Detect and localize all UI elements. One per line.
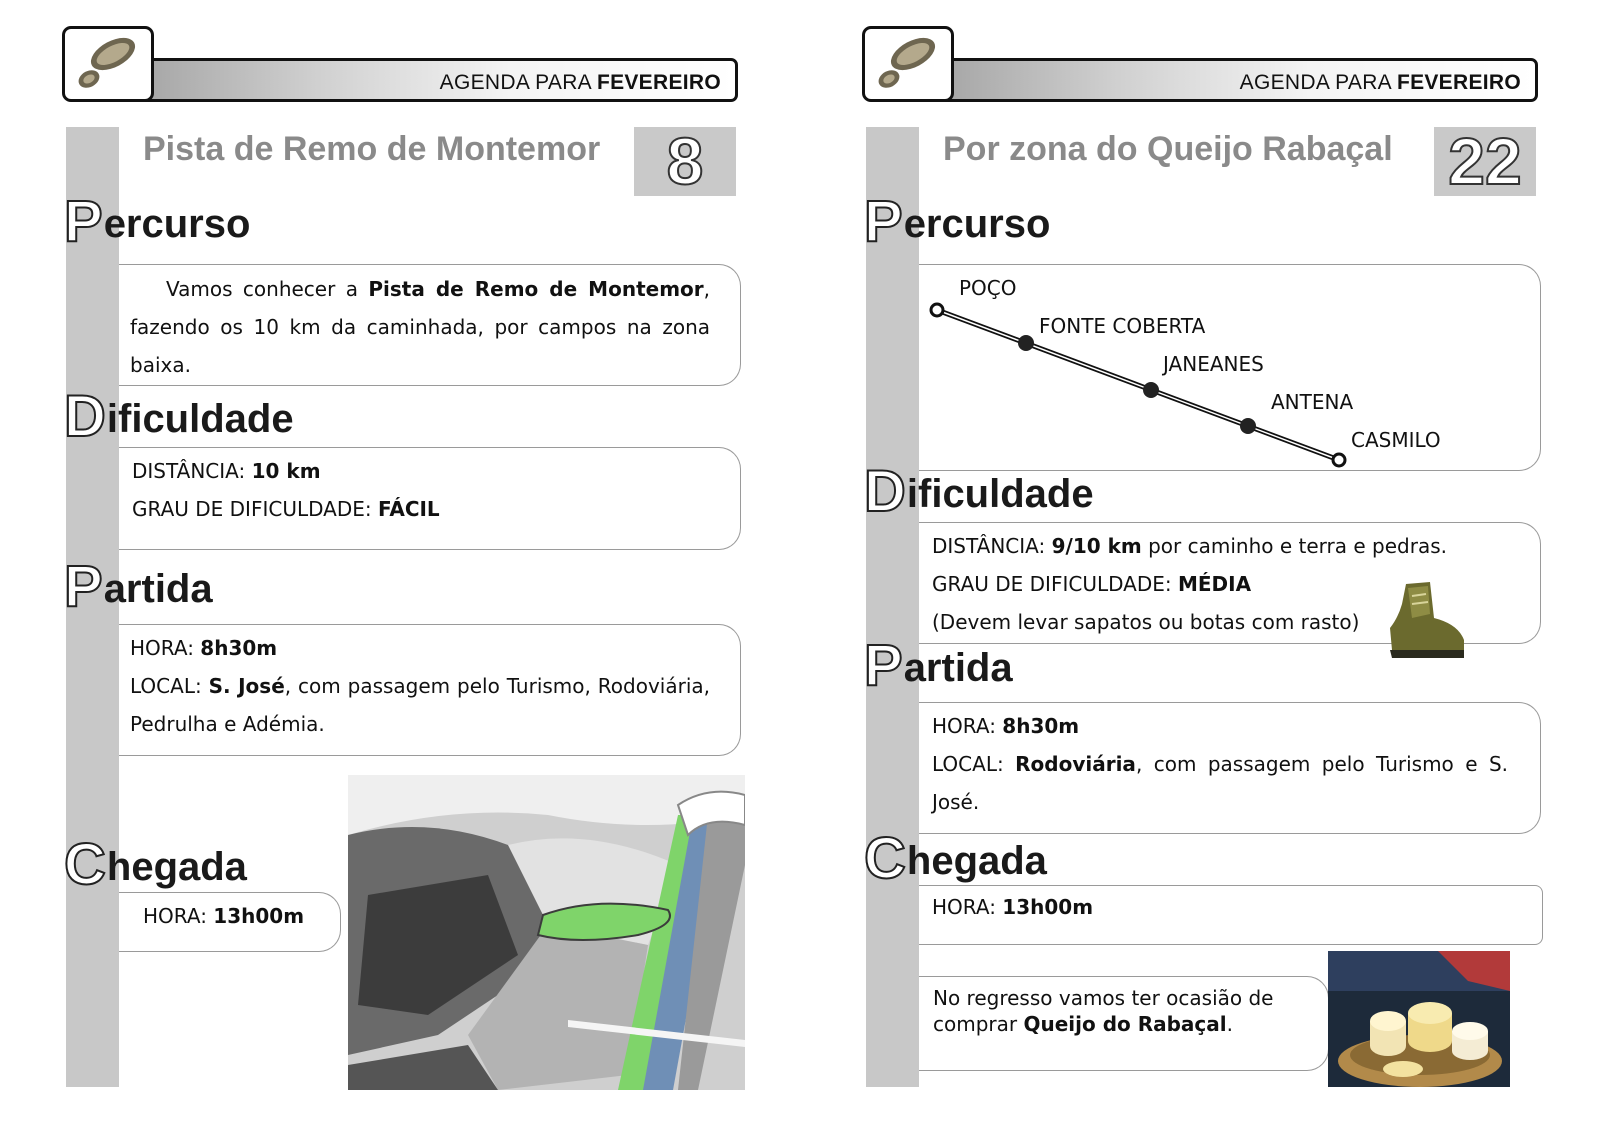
day-number: 8 <box>666 124 704 198</box>
route-stop-marker <box>1240 418 1256 434</box>
date-box <box>634 124 736 198</box>
hora-line: HORA: 8h30m <box>932 714 1080 738</box>
route-diagram <box>919 265 1519 472</box>
stop-label: JANEANES <box>1163 352 1264 376</box>
grau-line: GRAU DE DIFICULDADE: MÉDIA <box>932 572 1252 596</box>
section-chegada-title: Chegada <box>64 832 247 897</box>
regresso-text: No regresso vamos ter ocasião de comprar Queijo do Rabaçal. <box>933 986 1274 1036</box>
stop-label: CASMILO <box>1351 428 1441 452</box>
partida-box <box>119 624 741 756</box>
chegada-text: HORA: 13h00m <box>143 904 305 928</box>
percurso-box <box>919 264 1541 471</box>
distancia-line: DISTÂNCIA: 10 km <box>132 459 321 483</box>
stop-label: FONTE COBERTA <box>1039 314 1206 338</box>
percurso-box <box>119 264 741 386</box>
boot-print-logo <box>62 26 154 102</box>
day-number: 22 <box>1448 124 1522 198</box>
section-chegada-title: Chegada <box>864 826 1047 891</box>
local-line: LOCAL: Rodoviária, com passagem pelo Turismo e S. José. <box>932 752 1508 814</box>
regresso-box <box>919 976 1329 1071</box>
dificuldade-text <box>132 452 722 528</box>
section-partida-title: Partida <box>64 554 213 619</box>
local-line: LOCAL: S. José, com passagem pelo Turismo, Rodoviária, Pedrulha e Adémia. <box>130 674 710 736</box>
stop-label: ANTENA <box>1271 390 1354 414</box>
chegada-text: HORA: 13h00m <box>932 895 1094 919</box>
route-stop-marker <box>1333 454 1345 466</box>
header-title: AGENDA PARA FEVEREIRO <box>439 71 721 94</box>
date-box <box>1434 124 1536 198</box>
cheese-photo <box>1328 951 1510 1087</box>
partida-box <box>919 702 1541 834</box>
route-stop-marker <box>1018 335 1034 351</box>
hora-line: HORA: 8h30m <box>130 636 278 660</box>
footprint-icon <box>65 29 151 99</box>
partida-text <box>932 707 1508 821</box>
chegada-box <box>119 892 341 952</box>
note-line: (Devem levar sapatos ou botas com rasto) <box>932 610 1360 634</box>
section-dificuldade-title: Dificuldade <box>864 459 1094 524</box>
route-stop-marker <box>931 304 943 316</box>
section-percurso-title: Percurso <box>64 189 251 254</box>
route-stop-marker <box>1143 382 1159 398</box>
page-title: Pista de Remo de Montemor <box>143 130 601 168</box>
chegada-box <box>919 885 1543 945</box>
percurso-text: Vamos conhecer a Pista de Remo de Montemor, fazendo os 10 km da caminhada, por campos na zona baixa. <box>130 277 710 377</box>
aerial-photo <box>348 775 745 1090</box>
dificuldade-box <box>119 447 741 550</box>
side-stripe <box>866 127 919 1087</box>
section-partida-title: Partida <box>864 633 1013 698</box>
right-page <box>800 0 1600 1130</box>
footprint-icon <box>865 29 951 99</box>
hiking-boot-icon <box>1378 578 1468 668</box>
page-title: Por zona do Queijo Rabaçal <box>943 130 1393 168</box>
boot-print-logo <box>862 26 954 102</box>
header-bar <box>890 58 1538 102</box>
section-percurso-title: Percurso <box>864 189 1051 254</box>
stop-label: POÇO <box>959 276 1017 300</box>
distancia-line: DISTÂNCIA: 9/10 km por caminho e terra e pedras. <box>932 534 1447 558</box>
section-dificuldade-title: Dificuldade <box>64 384 294 449</box>
header-title: AGENDA PARA FEVEREIRO <box>1239 71 1521 94</box>
grau-line: GRAU DE DIFICULDADE: FÁCIL <box>132 497 440 521</box>
header-bar <box>90 58 738 102</box>
partida-text <box>130 629 710 743</box>
